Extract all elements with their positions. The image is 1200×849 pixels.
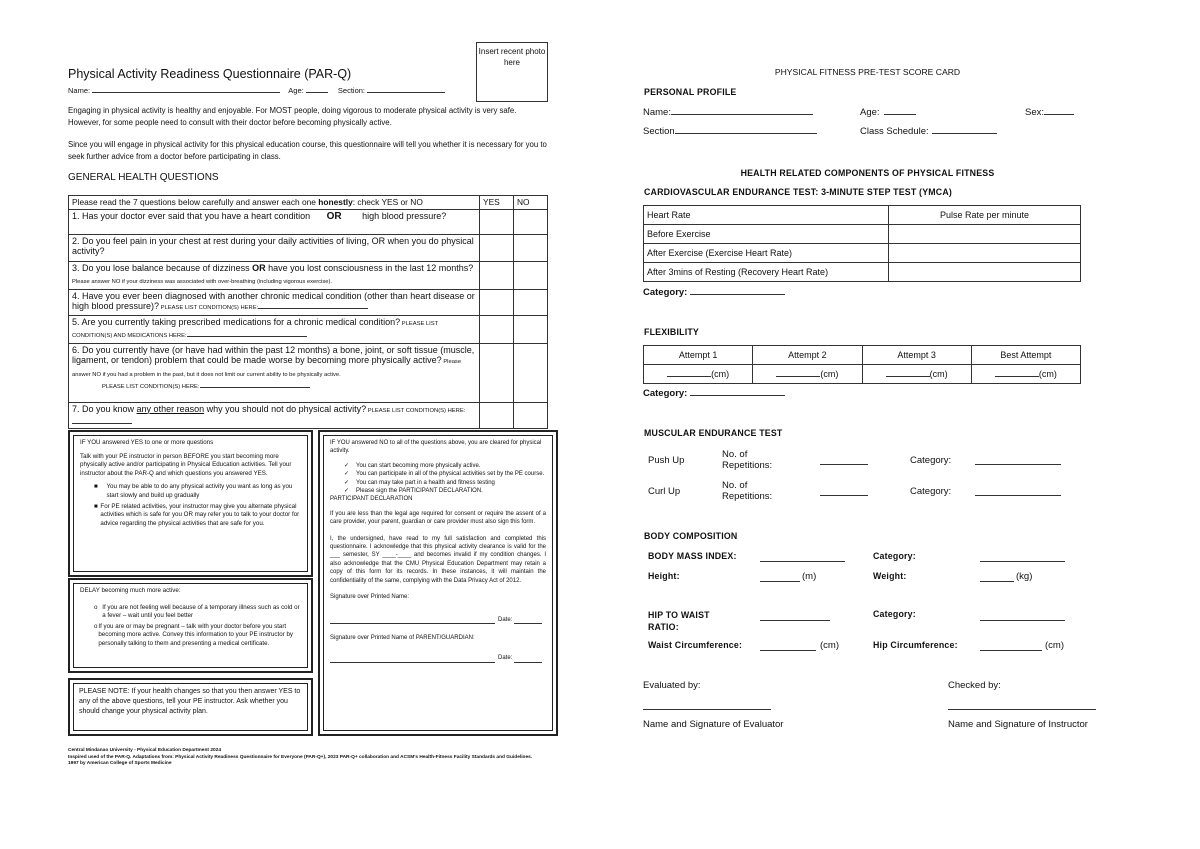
instructions-cell xyxy=(69,196,480,210)
section-label: Section: xyxy=(337,86,366,95)
signature-label: Signature over Printed Name: xyxy=(330,594,410,601)
date-label: Date: xyxy=(498,655,513,662)
recovery-value[interactable] xyxy=(889,263,1081,282)
best-attempt-header: Best Attempt xyxy=(971,346,1080,365)
parent-signature-label: Signature over Printed Name of PARENT/GUARDIAN: xyxy=(330,634,475,641)
waist-label: Waist Circumference: xyxy=(648,640,743,650)
score-sex-field[interactable] xyxy=(1044,114,1074,115)
score-age-label: Age: xyxy=(860,107,880,118)
delay-title: DELAY becoming much more active: xyxy=(80,587,181,594)
attempt-3-header: Attempt 3 xyxy=(862,346,971,365)
yes-box-title: IF YOU answered YES to one or more questions xyxy=(80,439,214,446)
q7-line[interactable] xyxy=(72,416,132,424)
age-field[interactable] xyxy=(306,85,328,93)
q5-note: PLEASE LIST CONDITION(S) AND MEDICATIONS HERE: xyxy=(72,320,439,339)
check-icon: ✓ xyxy=(344,462,350,469)
no-header: NO xyxy=(514,196,548,210)
q1-text-b: high blood pressure? xyxy=(362,210,447,221)
height-label: Height: xyxy=(648,571,680,581)
intro-paragraph-1: Engaging in physical activity is healthy and enjoyable. For MOST people, doing vigorous to moderate physical activity is very safe. However, for some people need to consult with their doctor before becoming physically active. xyxy=(68,106,517,127)
flex-category-row xyxy=(643,388,785,399)
recovery-label: After 3mins of Resting (Recovery Heart Rate) xyxy=(644,263,889,282)
q3-text: 3. Do you lose balance because of dizziness xyxy=(72,262,250,273)
footer-line-1: Central Mindanao University - Physical Education Department 2024 xyxy=(68,748,222,753)
waist-unit: (cm) xyxy=(820,640,839,651)
score-name-field[interactable] xyxy=(671,114,813,115)
q4-yes-checkbox[interactable] xyxy=(480,289,514,315)
before-exercise-value[interactable] xyxy=(889,225,1081,244)
general-health-heading: GENERAL HEALTH QUESTIONS xyxy=(68,172,219,183)
bullet-icon: ■ xyxy=(94,483,98,491)
pulse-header: Pulse Rate per minute xyxy=(889,206,1081,225)
score-section-label: Section xyxy=(643,126,675,137)
q1-no-checkbox[interactable] xyxy=(514,209,548,234)
signature-row-2 xyxy=(330,654,546,662)
q7-text: 7. Do you know xyxy=(72,403,137,414)
push-up-category-field[interactable] xyxy=(975,454,1061,465)
declaration-paragraph-1: If you are less than the legal age required for consent or require the assent of a care provider, your parent, guardian or care provider must also sign this form. xyxy=(330,510,546,526)
hip-waist-category-field[interactable] xyxy=(980,610,1065,621)
after-exercise-label: After Exercise (Exercise Heart Rate) xyxy=(644,244,889,263)
attempt-2-cell[interactable] xyxy=(753,365,862,384)
question-row-5 xyxy=(69,315,548,343)
cm-unit: (cm) xyxy=(1038,369,1057,379)
push-up-reps-label: No. of Repetitions: xyxy=(722,449,773,471)
curl-up-reps-label: No. of Repetitions: xyxy=(722,480,773,502)
q3-or: OR xyxy=(252,262,266,273)
curl-up-reps-field[interactable] xyxy=(820,485,868,496)
profile-sex-row xyxy=(1025,107,1074,118)
footer xyxy=(68,748,558,768)
circle-bullet-icon: o xyxy=(94,622,98,630)
photo-label: Insert recent photo here xyxy=(478,47,546,67)
question-2: 2. Do you feel pain in your chest at rest during your daily activities of living, OR when you do physical activity? xyxy=(69,234,480,261)
q2-yes-checkbox[interactable] xyxy=(480,234,514,261)
q6-text: 6. Do you currently have (or have had within the past 12 months) a bone, joint, or soft tissue (muscle, ligament, or tendon) problem that could be made worse by becoming more physically active? xyxy=(72,344,475,365)
curl-up-category-label: Category: xyxy=(910,486,952,497)
body-composition-heading: BODY COMPOSITION xyxy=(644,531,738,541)
profile-age-row xyxy=(860,107,916,118)
q6-list-label: PLEASE LIST CONDITION(S) HERE: xyxy=(102,384,200,390)
push-up-category-label: Category: xyxy=(910,455,952,466)
curl-up-label: Curl Up xyxy=(648,486,681,497)
parq-question-table xyxy=(68,195,548,429)
category-label: Category: xyxy=(643,388,688,399)
q5-text: 5. Are you currently taking prescribed medications for a chronic medical condition? xyxy=(72,316,401,327)
please-note-box xyxy=(68,678,313,736)
hip-field[interactable] xyxy=(980,640,1042,651)
no-check-2 xyxy=(344,470,546,478)
q7-note: PLEASE LIST CONDITION(S) HERE: xyxy=(366,407,466,414)
push-up-reps-field[interactable] xyxy=(820,454,868,465)
delay-bullet-1-text: If you are not feeling well because of a temporary illness such as cold or a fever – wait until you feel better xyxy=(102,603,300,620)
category-label: Category: xyxy=(643,287,688,298)
date-field[interactable] xyxy=(514,616,542,624)
age-label: Age: xyxy=(288,86,304,95)
delay-bullet-1 xyxy=(80,604,301,621)
question-6 xyxy=(69,343,480,402)
question-row-7 xyxy=(69,402,548,428)
no-checklist xyxy=(330,462,546,496)
instr-text: Please read the 7 questions below carefully and answer each one xyxy=(72,197,319,207)
parent-signature-field[interactable] xyxy=(330,655,495,663)
before-exercise-label: Before Exercise xyxy=(644,225,889,244)
weight-unit: (kg) xyxy=(1016,571,1033,582)
schedule-label: Class Schedule: xyxy=(860,126,929,137)
check-icon: ✓ xyxy=(344,471,350,478)
delay-box xyxy=(68,578,313,673)
no-check-3-text: You can may take part in a health and fitness testing xyxy=(356,479,495,486)
signature-field[interactable] xyxy=(330,616,495,624)
no-box-title: IF YOU answered NO to all of the questions above, you are cleared for physical activity. xyxy=(330,440,542,455)
footer-line-2: Inspired used of the PAR-Q. Adaptations from: Physical Activity Readiness Questionnaire for Everyone (PAR-Q+), 2023 PAR-Q+ collaboration and ACSM's Health-Fitness Facility Standards and Guidelines. xyxy=(68,754,533,760)
declaration-inner xyxy=(323,435,553,731)
q4-line[interactable] xyxy=(258,301,368,309)
section-field[interactable] xyxy=(367,85,445,93)
evaluated-by-label: Evaluated by: xyxy=(643,680,701,691)
signature-row-1 xyxy=(330,616,546,624)
question-4 xyxy=(69,289,480,315)
delay-inner xyxy=(73,583,308,668)
profile-section-row xyxy=(643,126,817,137)
instr-text-end: : check YES or NO xyxy=(352,197,423,207)
q6-no-checkbox[interactable] xyxy=(514,343,548,402)
q4-note: PLEASE LIST CONDITION(S) HERE: xyxy=(159,305,259,311)
no-answer-declaration-box xyxy=(318,430,558,736)
q3-text-b: have you lost consciousness in the last 12 months? xyxy=(265,262,474,273)
q5-line[interactable] xyxy=(187,329,307,337)
hip-unit: (cm) xyxy=(1045,640,1064,651)
please-note-text: PLEASE NOTE: If your health changes so that you then answer YES to any of the above questions, tell your PE instructor. Ask whether you should change your physical activity plan. xyxy=(73,683,308,731)
cardio-category-row xyxy=(643,287,785,298)
instructor-signature-field[interactable] xyxy=(948,699,1096,710)
cm-unit: (cm) xyxy=(929,369,948,379)
push-up-label: Push Up xyxy=(648,455,685,466)
question-3 xyxy=(69,261,480,289)
yes-answer-inner xyxy=(73,435,308,572)
q7-yes-checkbox[interactable] xyxy=(480,402,514,428)
bmi-label: BODY MASS INDEX: xyxy=(648,551,737,561)
waist-field[interactable] xyxy=(760,640,816,651)
hip-waist-ratio-label: HIP TO WAIST RATIO: xyxy=(648,610,710,632)
question-row-6 xyxy=(69,343,548,402)
parq-title: Physical Activity Readiness Questionnaire (PAR-Q) xyxy=(68,67,352,81)
attempt-1-header: Attempt 1 xyxy=(644,346,753,365)
weight-label: Weight: xyxy=(873,571,907,581)
score-name-label: Name: xyxy=(643,107,671,118)
no-check-1 xyxy=(344,462,546,470)
attempt-3-cell[interactable] xyxy=(862,365,971,384)
q6-note: Please answer NO if you had a problem in the past, but it does not limit our current ability to be physically active. xyxy=(72,359,462,378)
yes-header: YES xyxy=(480,196,514,210)
flexibility-heading: FLEXIBILITY xyxy=(644,327,699,337)
q3-note: Please answer NO if your dizziness was associated with over-breathing (including vigorous exercise). xyxy=(72,279,333,285)
attempt-2-header: Attempt 2 xyxy=(753,346,862,365)
q3-no-checkbox[interactable] xyxy=(514,261,548,289)
q6-yes-checkbox[interactable] xyxy=(480,343,514,402)
question-row-4 xyxy=(69,289,548,315)
no-check-4-text: Please sign the PARTICIPANT DECLARATION. xyxy=(356,488,483,495)
no-check-4 xyxy=(344,487,546,495)
yes-bullet-1-text: You may be able to do any physical activity you want as long as you start slowly and build up gradually xyxy=(106,483,293,499)
cardio-category-field[interactable] xyxy=(690,294,785,295)
no-check-3 xyxy=(344,479,546,487)
question-row-2 xyxy=(69,234,548,261)
name-field[interactable] xyxy=(92,85,280,93)
q7-underlined: any other reason xyxy=(136,403,205,414)
q2-no-checkbox[interactable] xyxy=(514,234,548,261)
date-label: Date: xyxy=(498,616,513,623)
flex-category-field[interactable] xyxy=(690,395,785,396)
heart-rate-header: Heart Rate xyxy=(644,206,889,225)
checked-by-label: Checked by: xyxy=(948,680,1001,691)
q5-yes-checkbox[interactable] xyxy=(480,315,514,343)
flexibility-table xyxy=(643,345,1081,384)
bmi-category-field[interactable] xyxy=(980,551,1065,562)
hip-waist-ratio-field[interactable] xyxy=(760,610,830,621)
q7-no-checkbox[interactable] xyxy=(514,402,548,428)
bullet-icon: ■ xyxy=(94,502,98,510)
yes-answer-box xyxy=(68,430,313,577)
height-field[interactable] xyxy=(760,571,800,582)
q7-text-b: why you should not do physical activity? xyxy=(204,403,367,414)
footer-line-3: 1997 by American College of Sports Medicine xyxy=(68,761,172,766)
score-sex-label: Sex: xyxy=(1025,107,1045,118)
hip-label: Hip Circumference: xyxy=(873,640,958,650)
circle-bullet-icon: o xyxy=(94,603,98,611)
q1-text: 1. Has your doctor ever said that you have a heart condition xyxy=(72,210,311,221)
delay-bullet-2 xyxy=(80,623,301,649)
delay-bullet-2-text: If you are or may be pregnant – talk with your doctor before you start becoming more active. Convey this information to your PE instructor by personally talking to them and presenting a medical certificate. xyxy=(98,622,294,647)
question-7 xyxy=(69,402,480,428)
yes-bullet-2 xyxy=(80,503,301,529)
best-attempt-cell[interactable] xyxy=(971,365,1080,384)
question-row-3 xyxy=(69,261,548,289)
q4-no-checkbox[interactable] xyxy=(514,289,548,315)
score-section-field[interactable] xyxy=(675,133,817,134)
no-check-2-text: You can participate in all of the physical activities set by the PE course. xyxy=(356,471,545,478)
schedule-field[interactable] xyxy=(932,133,997,134)
check-icon: ✓ xyxy=(344,488,350,495)
scorecard-title: PHYSICAL FITNESS PRE-TEST SCORE CARD xyxy=(774,67,961,77)
check-icon: ✓ xyxy=(344,479,350,486)
cm-unit: (cm) xyxy=(711,369,730,379)
evaluator-signature-caption: Name and Signature of Evaluator xyxy=(643,719,784,730)
question-5 xyxy=(69,315,480,343)
parent-date-field[interactable] xyxy=(514,655,542,663)
question-row-1 xyxy=(69,209,548,234)
cardio-table xyxy=(643,205,1081,282)
yes-bullet-2-text: For PE related activities, your instructor may give you alternate physical activities which is safe for you OR may refer you to talk to your doctor for advice regarding the physical activities that are safe for you. xyxy=(100,502,300,527)
after-exercise-value[interactable] xyxy=(889,244,1081,263)
curl-up-category-field[interactable] xyxy=(975,485,1061,496)
q5-no-checkbox[interactable] xyxy=(514,315,548,343)
q1-yes-checkbox[interactable] xyxy=(480,209,514,234)
score-age-field[interactable] xyxy=(884,114,916,115)
name-label: Name: xyxy=(68,86,91,95)
attempt-1-cell[interactable] xyxy=(644,365,753,384)
q1-or: OR xyxy=(326,210,342,222)
cm-unit: (cm) xyxy=(820,369,839,379)
weight-field[interactable] xyxy=(980,571,1014,582)
q4-text: 4. Have you ever been diagnosed with another chronic medical condition (other than heart disease or high blood pressure)? xyxy=(72,290,475,311)
instructor-signature-caption: Name and Signature of Instructor xyxy=(948,719,1088,730)
yes-box-paragraph: Talk with your PE instructor in person BEFORE you start becoming more physically active and/or participating in Physical Education activities. Tell your instructor about the PAR-Q and which questions you answered YES. xyxy=(80,452,292,477)
yes-bullet-1 xyxy=(80,483,301,500)
health-components-heading: HEALTH RELATED COMPONENTS OF PHYSICAL FITNESS xyxy=(740,168,995,178)
hip-waist-category-label: Category: xyxy=(873,609,916,619)
personal-profile-heading: PERSONAL PROFILE xyxy=(644,87,737,97)
cardio-heading: CARDIOVASCULAR ENDURANCE TEST: 3-MINUTE STEP TEST (YMCA) xyxy=(644,187,953,197)
bmi-field[interactable] xyxy=(760,551,845,562)
muscular-heading: MUSCULAR ENDURANCE TEST xyxy=(644,428,783,438)
parq-name-row xyxy=(68,85,478,95)
instr-bold: honestly xyxy=(318,197,353,207)
profile-name-row xyxy=(643,107,813,118)
evaluator-signature-field[interactable] xyxy=(643,699,771,710)
profile-schedule-row xyxy=(860,126,997,137)
declaration-paragraph-2: I, the undersigned, have read to my full satisfaction and completed this questionnaire. I acknowledge that this physical activity clearance is valid for the ___ semester, SY ____-____ and becomes invalid if my condition changes. I also acknowledge that the CMU Physical Education Department may retain a copy of this form for its records. In these instances, it will maintain the confidentiality of the same, complying with the Data Privacy Act of 2012. xyxy=(330,535,546,584)
intro-paragraph-2: Since you will engage in physical activity for this physical education course, this questionnaire will tell you whether it is necessary for you to seek further advice from a doctor before participating in class. xyxy=(68,140,547,161)
question-1 xyxy=(69,209,480,234)
height-unit: (m) xyxy=(802,571,817,582)
q3-yes-checkbox[interactable] xyxy=(480,261,514,289)
bmi-category-label: Category: xyxy=(873,551,916,561)
declaration-heading: PARTICIPANT DECLARATION xyxy=(330,496,413,503)
photo-placeholder[interactable] xyxy=(476,42,548,102)
no-check-1-text: You can start becoming more physically active. xyxy=(356,462,481,469)
q6-line[interactable] xyxy=(200,380,310,388)
